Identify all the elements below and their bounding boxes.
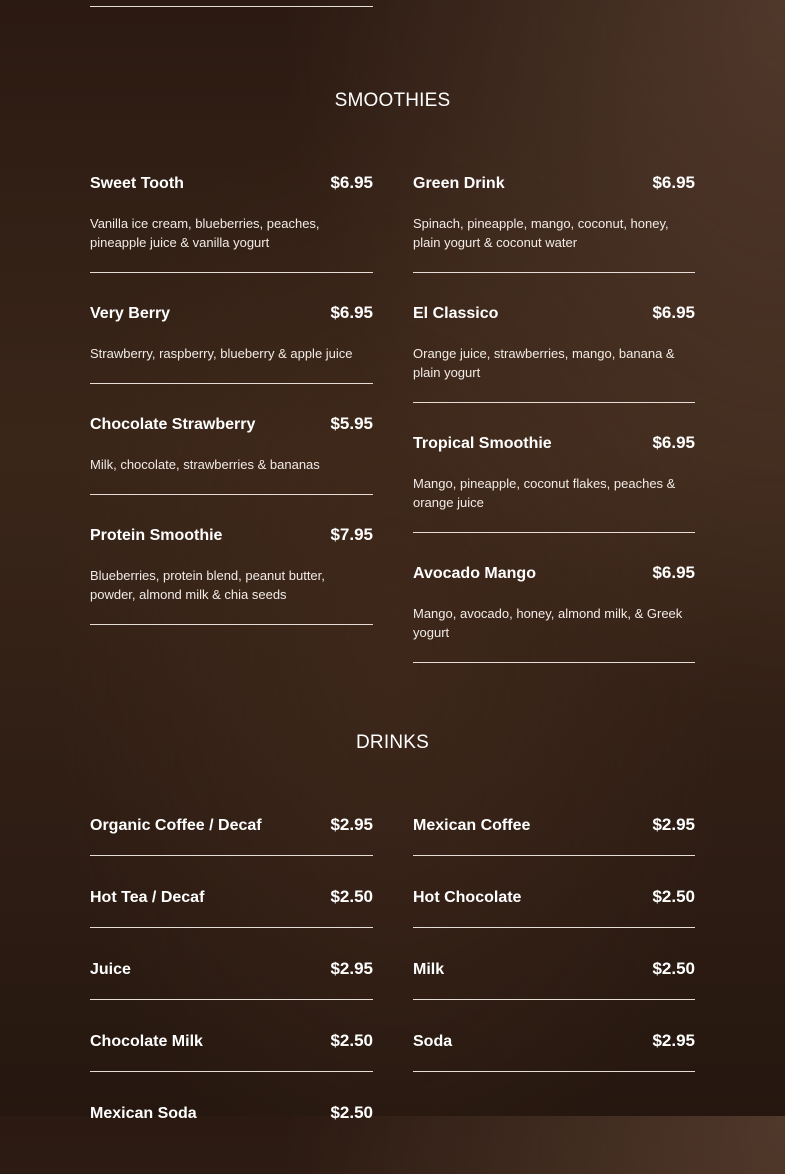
item-header (90, 414, 373, 435)
menu-item (90, 1103, 373, 1143)
item-price: $6.95 (652, 433, 695, 452)
item-price: $2.95 (330, 959, 373, 978)
item-name: Mexican Coffee (413, 817, 531, 834)
item-header (413, 959, 695, 980)
item-price: $2.95 (652, 1031, 695, 1050)
item-header (90, 525, 373, 546)
menu-item (90, 1031, 373, 1072)
drinks-columns (90, 815, 695, 1174)
item-header (413, 173, 695, 194)
drinks-section (90, 732, 695, 1174)
item-price: $2.50 (330, 1103, 373, 1122)
item-name: Avocado Mango (413, 565, 536, 582)
menu-item (90, 525, 373, 625)
item-header (90, 887, 373, 908)
item-price: $2.95 (652, 815, 695, 834)
menu-item (413, 1031, 695, 1072)
top-divider (90, 6, 373, 7)
item-name: Chocolate Strawberry (90, 416, 256, 433)
item-description: Strawberry, raspberry, blueberry & apple juice (90, 346, 353, 361)
item-price: $2.95 (330, 815, 373, 834)
drinks-right-column (413, 815, 695, 1174)
item-header (413, 303, 695, 324)
item-price: $2.50 (330, 887, 373, 906)
menu-item (90, 887, 373, 928)
menu-item (413, 433, 695, 533)
menu-item (413, 887, 695, 928)
item-description: Mango, avocado, honey, almond milk, & Greek yogurt (413, 606, 683, 640)
item-description: Vanilla ice cream, blueberries, peaches, pineapple juice & vanilla yogurt (90, 216, 320, 250)
item-name: Tropical Smoothie (413, 435, 552, 452)
item-price: $2.50 (652, 959, 695, 978)
menu-item (413, 563, 695, 663)
item-price: $2.50 (330, 1031, 373, 1050)
item-header (413, 1031, 695, 1052)
item-name: Sweet Tooth (90, 175, 184, 192)
item-description: Spinach, pineapple, mango, coconut, honey, plain yogurt & coconut water (413, 216, 669, 250)
menu-item (90, 815, 373, 856)
menu-item (413, 959, 695, 1000)
item-header (413, 433, 695, 454)
item-price: $6.95 (330, 303, 373, 322)
item-name: Green Drink (413, 175, 505, 192)
item-name: Hot Tea / Decaf (90, 889, 205, 906)
item-description: Milk, chocolate, strawberries & bananas (90, 457, 320, 472)
item-price: $6.95 (330, 173, 373, 192)
drinks-left-column (90, 815, 373, 1174)
menu-item (413, 173, 695, 273)
menu-item (413, 815, 695, 856)
menu-item (413, 303, 695, 403)
section-title: DRINKS (356, 732, 429, 753)
item-name: Soda (413, 1033, 453, 1050)
section-title: SMOOTHIES (334, 90, 451, 111)
item-header (90, 959, 373, 980)
item-header (90, 173, 373, 194)
item-name: Juice (90, 961, 131, 978)
item-name: Chocolate Milk (90, 1033, 203, 1050)
item-header (90, 815, 373, 836)
item-name: Hot Chocolate (413, 889, 522, 906)
item-header (90, 303, 373, 324)
item-name: Protein Smoothie (90, 527, 223, 544)
menu-item (90, 173, 373, 273)
item-price: $6.95 (652, 563, 695, 582)
item-price: $2.50 (652, 887, 695, 906)
item-name: Mexican Soda (90, 1105, 197, 1122)
menu-item (90, 414, 373, 495)
item-price: $7.95 (330, 525, 373, 544)
item-header (413, 887, 695, 908)
item-name: Organic Coffee / Decaf (90, 817, 262, 834)
item-description: Orange juice, strawberries, mango, banana & plain yogurt (413, 346, 675, 380)
item-price: $6.95 (652, 173, 695, 192)
smoothies-right-column (413, 173, 695, 693)
item-description: Blueberries, protein blend, peanut butter, powder, almond milk & chia seeds (90, 568, 325, 602)
item-header (90, 1031, 373, 1052)
item-name: Very Berry (90, 305, 171, 322)
item-name: El Classico (413, 305, 499, 322)
item-description: Mango, pineapple, coconut flakes, peaches & orange juice (413, 476, 676, 510)
item-name: Milk (413, 961, 445, 978)
item-header (413, 815, 695, 836)
item-header (90, 1103, 373, 1124)
smoothies-left-column (90, 173, 373, 693)
menu-item (90, 959, 373, 1000)
menu-item (90, 303, 373, 384)
item-price: $5.95 (330, 414, 373, 433)
item-header (413, 563, 695, 584)
smoothies-section (90, 90, 695, 693)
smoothies-columns (90, 173, 695, 693)
item-price: $6.95 (652, 303, 695, 322)
